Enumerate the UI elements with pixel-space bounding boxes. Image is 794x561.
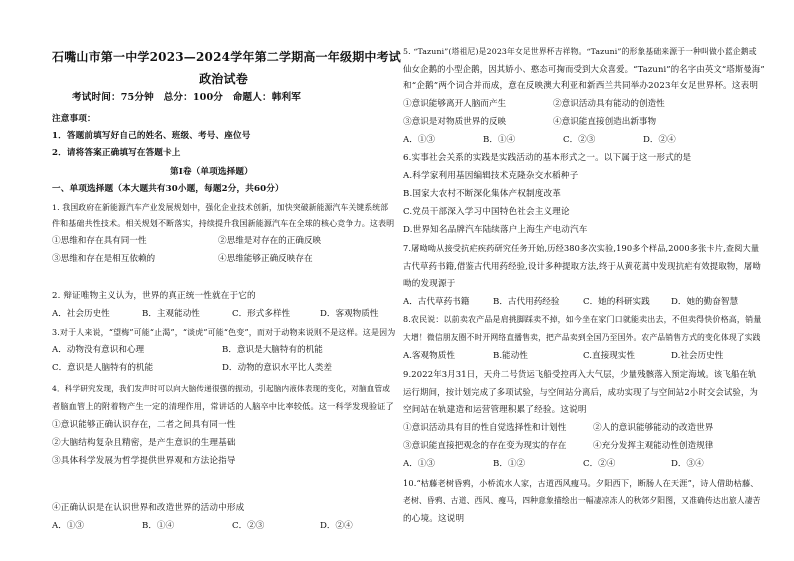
q1-option-3[interactable]: ③思维和存在是相互依赖的 xyxy=(52,254,156,264)
part1-title: 第Ⅰ卷（单项选择题） xyxy=(170,167,253,177)
q7-option-a[interactable]: A．古代草药书籍 xyxy=(403,297,470,307)
q9-statement-2: ②人的意识能够能动的改造世界 xyxy=(593,423,714,433)
q9-statement-3: ③意识能直接把观念的存在变为现实的存在 xyxy=(403,441,567,451)
q2-option-b[interactable]: B．主观能动性 xyxy=(142,309,200,319)
q1-option-2[interactable]: ②思维是对存在的正确反映 xyxy=(218,236,322,246)
q5-stem-line3: 和“企鹅”两个词合并而成，意在反映澳大利亚和新西兰共同举办2023年女足世界杯。这表明 xyxy=(403,81,759,91)
q4-option-a[interactable]: A．①③ xyxy=(52,521,84,531)
q9-stem-line2: 运行期间，按计划完成了多项试验，与空间站分离后，成功实现了与空间站2小时交会试验，为 xyxy=(403,387,759,397)
section1-title: 一、单项选择题（本大题共有30小题，每题2分，共60分） xyxy=(52,184,284,194)
q6-choice-c[interactable]: C.党员干部深入学习中国特色社会主义理论 xyxy=(403,207,570,217)
q4-statement-3: ③具体科学发展为哲学提供世界观和方法论指导 xyxy=(52,456,236,466)
q3-option-c[interactable]: C．意识是人脑特有的机能 xyxy=(52,363,154,373)
q6-stem: 6.实事社会关系的实践是实践活动的基本形式之一。以下属于这一形式的是 xyxy=(403,153,692,163)
q9-option-b[interactable]: B．①② xyxy=(493,459,526,469)
q4-option-b[interactable]: B．①④ xyxy=(142,521,175,531)
q1-option-4[interactable]: ④思维能够正确反映存在 xyxy=(218,254,313,264)
note-1: 1．答题前填写好自己的姓名、班级、考号、座位号 xyxy=(52,131,251,141)
exam-title: 石嘴山市第一中学2023—2024学年第二学期高一年级期中考试 xyxy=(52,50,401,64)
q3-option-a[interactable]: A．动物没有意识和心理 xyxy=(52,345,145,355)
q8-option-d[interactable]: D.社会历史性 xyxy=(671,351,724,361)
q9-option-c[interactable]: C．②④ xyxy=(583,459,616,469)
q5-option-b[interactable]: B．①④ xyxy=(483,135,516,145)
q5-option-d[interactable]: D．②④ xyxy=(643,135,676,145)
q8-option-c[interactable]: C.直接现实性 xyxy=(583,351,635,361)
q8-option-b[interactable]: B.能动性 xyxy=(493,351,528,361)
q9-stem-line1: 9.2022年3月31日，天舟二号货运飞船受控再入大气层，少量残骸落入预定海域。该飞船在轨 xyxy=(403,369,757,379)
q8-stem-line1: 8.农民说：以前卖农产品是肩挑脚踩卖不掉，如今坐在家门口就能卖出去，不但卖得快价格高，销量 xyxy=(403,315,762,324)
exam-info: 考试时间：75分钟 总分：100分 命题人：韩利军 xyxy=(72,92,302,103)
q4-stem-line2: 者脑血管上的附着物产生一定的清理作用，常讲话的人脑卒中比率较低。这一科学发现验证了 xyxy=(52,401,394,411)
exam-subject: 政治试卷 xyxy=(199,72,248,86)
q4-statement-2: ②大脑结构复杂且精密，是产生意识的生理基础 xyxy=(52,438,236,448)
q2-option-c[interactable]: C．形式多样性 xyxy=(232,309,291,319)
q9-option-d[interactable]: D．③④ xyxy=(671,459,704,469)
q8-stem-line2: 大增！微信朋友圈不时开网络直播售卖，把产品卖到全国乃至国外。农产品销售方式的变化体现了实践 xyxy=(403,333,761,342)
q2-stem: 2. 辩证唯物主义认为，世界的真正统一性就在于它的 xyxy=(52,291,256,301)
q7-stem-line3: 呦的发现源于 xyxy=(403,279,456,289)
q5-statement-3: ③意识是对物质世界的反映 xyxy=(403,117,507,127)
q5-statement-4: ④意识能直接创造出新事物 xyxy=(553,117,657,127)
q4-option-d[interactable]: D．②④ xyxy=(320,521,353,531)
q5-option-c[interactable]: C．②③ xyxy=(563,135,596,145)
q9-option-a[interactable]: A．①③ xyxy=(403,459,435,469)
q6-choice-a[interactable]: A.科学家利用基因编辑技术克隆杂交水稻种子 xyxy=(403,171,579,181)
q7-stem-line2: 古代草药书籍,借鉴古代用药经验,设计多种提取方法,终于从黄花蒿中发现抗疟有效提取物，屠呦 xyxy=(403,261,761,271)
q9-statement-1: ①意识活动具有目的性自觉选择性和计划性 xyxy=(403,423,567,433)
q8-option-a[interactable]: A.客观物质性 xyxy=(403,351,455,361)
q4-statement-1: ①意识能够正确认识存在，二者之间具有同一性 xyxy=(52,420,236,430)
q4-statement-4: ④正确认识是在认识世界和改造世界的活动中形成 xyxy=(52,503,245,513)
q5-stem-line1: 5. “Tazuni”(塔祖尼)是2023年女足世界杯吉祥物。“Tazuni”的形象基础来源于一种叫做小蓝企鹅或 xyxy=(403,47,757,56)
q3-option-b[interactable]: B．意识是大脑特有的机能 xyxy=(222,345,323,355)
q9-statement-4: ④充分发挥主观能动性创造规律 xyxy=(593,441,714,451)
q7-stem-line1: 7.屠呦呦从接受抗疟疾药研究任务开始,历经380多次实验,190多个样品,2000多张卡片,查阅大量 xyxy=(403,243,760,253)
q6-choice-d[interactable]: D.世界知名品牌汽车陆续落户上海生产电动汽车 xyxy=(403,225,588,235)
q5-option-a[interactable]: A．①③ xyxy=(403,135,435,145)
q3-stem: 3.对于人来说，“望梅”可能“止渴”，“谈虎”可能“色变”，而对于动物来说则不是这样。这是因为 xyxy=(52,328,396,337)
q5-statement-2: ②意识活动具有能动的创造性 xyxy=(553,99,665,109)
q3-option-d[interactable]: D．动物的意识水平比人类差 xyxy=(222,363,333,373)
q9-stem-line3: 空间站在轨建造和运营管理积累了经验。这说明 xyxy=(403,405,587,415)
q7-option-d[interactable]: D．她的勤奋智慧 xyxy=(671,297,739,307)
q1-option-1[interactable]: ①思维和存在具有同一性 xyxy=(52,236,147,246)
q4-stem-line1: 4．科学研究发现，我们发声时可以向大脑传递很强的振动，引起脑内液体表现的变化，对脑血管或 xyxy=(52,384,390,393)
q10-stem-line2: 老树、昏鸦、古道、西风、瘦马，四种意象描绘出一幅凄凉冻人的秋郊夕阳图，又准确传达出旅人凄苦 xyxy=(403,496,761,505)
q7-option-c[interactable]: C．她的科研实践 xyxy=(583,297,650,307)
q5-statement-1: ①意识能够离开人脑而产生 xyxy=(403,99,507,109)
q2-option-d[interactable]: D．客观物质性 xyxy=(320,309,379,319)
notes-heading: 注意事项： xyxy=(52,114,96,124)
q7-option-b[interactable]: B．古代用药经验 xyxy=(493,297,560,307)
note-2: 2．请将答案正确填写在答题卡上 xyxy=(52,148,181,158)
q4-option-c[interactable]: C．②③ xyxy=(232,521,265,531)
q10-stem-line1: 10.“枯藤老树昏鸦，小桥流水人家，古道西风瘦马。夕阳西下，断肠人在天涯”，诗人借助枯藤、 xyxy=(403,478,759,488)
q10-stem-line3: 的心境。这说明 xyxy=(403,514,465,524)
q2-option-a[interactable]: A．社会历史性 xyxy=(52,309,110,319)
q5-stem-line2: 仙女企鹅的小型企鹅，因其娇小、憨态可掬而受到大众喜爱。“Tazuni”的名字由英文“塔斯曼海” xyxy=(403,64,765,74)
q6-choice-b[interactable]: B.国家大农村不断深化集体产权制度改革 xyxy=(403,189,561,199)
q1-stem-line1: 1. 我国政府在新能源汽车产业发展规划中，强化企业技术创新，加快突破新能源汽车关键系统部 xyxy=(52,203,389,212)
q1-stem-line2: 件和基础共性技术。相关规划不断落实，持续提升我国新能源汽车在全球的核心竞争力。这表明 xyxy=(52,219,395,228)
